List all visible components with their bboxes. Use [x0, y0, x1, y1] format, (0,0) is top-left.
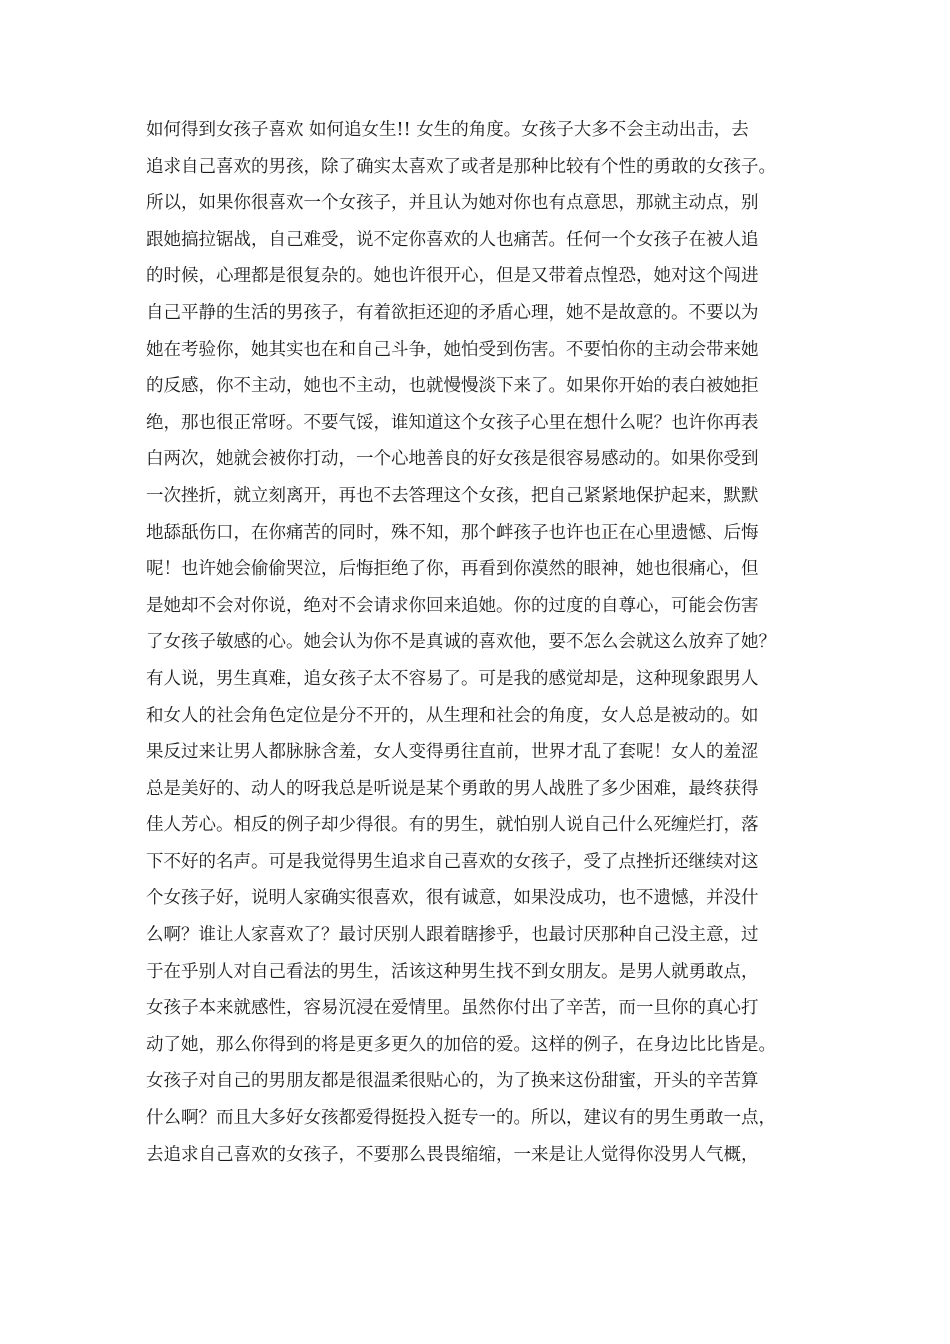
body-text	[146, 112, 826, 1173]
text-line: 和女人的社会角色定位是分不开的，从生理和社会的角度，女人总是被动的。如	[146, 705, 759, 726]
text-line: 跟她搞拉锯战，自己难受，说不定你喜欢的人也痛苦。任何一个女孩子在被人追	[146, 229, 759, 250]
text-line: 什么啊？而且大多好女孩都爱得挺投入挺专一的。所以，建议有的男生勇敢一点，	[146, 1108, 776, 1129]
text-line: 女孩子对自己的男朋友都是很温柔很贴心的，为了换来这份甜蜜，开头的辛苦算	[146, 1071, 759, 1092]
text-line: 女孩子本来就感性，容易沉浸在爱情里。虽然你付出了辛苦，而一旦你的真心打	[146, 998, 759, 1019]
text-line: 总是美好的、动人的呀我总是听说是某个勇敢的男人战胜了多少困难，最终获得	[146, 778, 759, 799]
text-line: 的时候，心理都是很复杂的。她也许很开心，但是又带着点惶恐，她对这个闯进	[146, 266, 759, 287]
text-line: 佳人芳心。相反的例子却少得很。有的男生，就怕别人说自己什么死缠烂打，落	[146, 815, 759, 836]
text-line: 白两次，她就会被你打动，一个心地善良的好女孩是很容易感动的。如果你受到	[146, 449, 759, 470]
text-line: 一次挫折，就立刻离开，再也不去答理这个女孩，把自己紧紧地保护起来，默默	[146, 485, 759, 506]
text-line: 是她却不会对你说，绝对不会请求你回来追她。你的过度的自尊心，可能会伤害	[146, 595, 759, 616]
text-line: 有人说，男生真难，追女孩子太不容易了。可是我的感觉却是，这种现象跟男人	[146, 668, 759, 689]
text-line: 追求自己喜欢的男孩，除了确实太喜欢了或者是那种比较有个性的勇敢的女孩子。	[146, 156, 776, 177]
text-line: 所以，如果你很喜欢一个女孩子，并且认为她对你也有点意思，那就主动点，别	[146, 193, 759, 214]
text-line: 地舔舐伤口，在你痛苦的同时，殊不知，那个衅孩子也许也正在心里遗憾、后悔	[146, 522, 759, 543]
text-line: 下不好的名声。可是我觉得男生追求自己喜欢的女孩子，受了点挫折还继续对这	[146, 851, 759, 872]
text-line: 么啊？谁让人家喜欢了？最讨厌别人跟着瞎掺乎，也最讨厌那种自己没主意，过	[146, 925, 759, 946]
text-line: 果反过来让男人都脉脉含羞，女人变得勇往直前，世界才乱了套呢！女人的羞涩	[146, 742, 759, 763]
text-line: 动了她，那么你得到的将是更多更久的加倍的爱。这样的例子，在身边比比皆是。	[146, 1034, 776, 1055]
text-line: 她在考验你，她其实也在和自己斗争，她怕受到伤害。不要怕你的主动会带来她	[146, 339, 759, 360]
text-line: 如何得到女孩子喜欢 如何追女生!! 女生的角度。女孩子大多不会主动出击，去	[146, 120, 749, 140]
text-line: 自己平静的生活的男孩子，有着欲拒还迎的矛盾心理，她不是故意的。不要以为	[146, 302, 759, 323]
text-line: 绝，那也很正常呀。不要气馁，谁知道这个女孩子心里在想什么呢？也许你再表	[146, 412, 759, 433]
text-line: 个女孩子好，说明人家确实很喜欢，很有诚意，如果没成功，也不遗憾，并没什	[146, 888, 759, 909]
text-line: 去追求自己喜欢的女孩子，不要那么畏畏缩缩，一来是让人觉得你没男人气概，	[146, 1144, 759, 1165]
text-line: 于在乎别人对自己看法的男生，活该这种男生找不到女朋友。是男人就勇敢点，	[146, 961, 759, 982]
text-line: 的反感，你不主动，她也不主动，也就慢慢淡下来了。如果你开始的表白被她拒	[146, 376, 759, 397]
text-line: 了女孩子敏感的心。她会认为你不是真诚的喜欢他，要不怎么会就这么放弃了她？	[146, 632, 776, 653]
text-line: 呢！也许她会偷偷哭泣，后悔拒绝了你，再看到你漠然的眼神，她也很痛心，但	[146, 559, 759, 580]
